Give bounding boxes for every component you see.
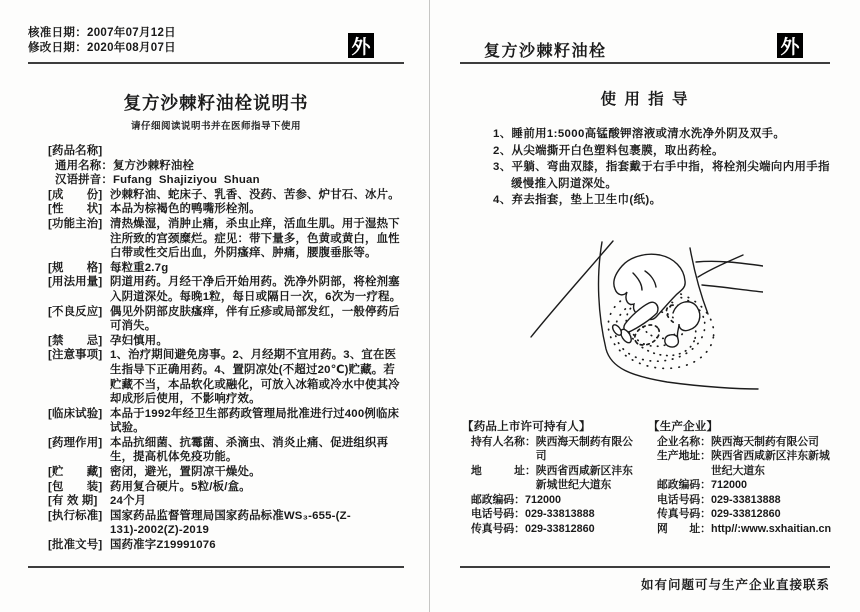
- section-text: 药用复合硬片。5粒/板/盒。: [110, 480, 251, 493]
- info-row: [471, 464, 642, 493]
- section-label: 通用名称：: [55, 159, 113, 172]
- info-label: 传真号码：: [471, 522, 525, 535]
- external-use-badge: 外: [777, 33, 803, 58]
- insertion-illustration: [527, 235, 763, 391]
- section-row: [48, 261, 404, 276]
- section-row: [48, 275, 404, 304]
- section-text: 阴道用药。月经干净后开始用药。洗净外阴部，将栓剂塞入阴道深处。每晚1粒，每日或隔日一次，6次为一疗程。: [110, 276, 402, 303]
- usage-step: 2、从尖端撕开白色塑料包裹膜，取出药栓。: [493, 144, 724, 157]
- section-row: [48, 436, 404, 465]
- info-label: 企业名称：: [657, 435, 711, 448]
- section-text: 偶见外阴部皮肤瘙痒，伴有丘疹或局部发红，一般停药后可消失。: [110, 305, 400, 333]
- info-label: 生产地址：: [657, 450, 711, 463]
- info-value: 陕西省西咸新区沣东新城世纪大道东: [535, 464, 633, 492]
- info-row: [471, 507, 642, 522]
- usage-step: 4、弃去指套，垫上卫生巾(纸)。: [493, 194, 662, 207]
- section-row: [48, 494, 404, 509]
- section-text: 密闭，避光，置阴凉干燥处。: [110, 466, 261, 479]
- info-value: 029-33812860: [710, 508, 781, 521]
- section-text: 国家药品监督管理局国家药品标准WS₃-655-(Z-131)-2002(Z)-2019: [110, 509, 351, 537]
- forearm-bottom: [702, 285, 763, 292]
- section-row: [48, 188, 404, 203]
- section-row: [48, 217, 404, 261]
- section-row: [48, 538, 404, 553]
- section-label: [执行标准]: [48, 509, 103, 522]
- info-row: [471, 493, 642, 508]
- info-row: [471, 435, 642, 464]
- holder-block: [462, 419, 642, 537]
- holder-heading: 【药品上市许可持有人】: [462, 420, 591, 433]
- info-value: 712000: [524, 493, 562, 506]
- section-text: 沙棘籽油、蛇床子、乳香、没药、苦参、炉甘石、冰片。: [110, 188, 400, 201]
- usage-step: 3、平躺、弯曲双膝，指套戴于右手中指，将栓剂尖端向内用手指缓慢推入阴道深处。: [493, 161, 830, 190]
- section-row: [48, 465, 404, 480]
- info-row: [657, 522, 830, 537]
- sections: [48, 144, 404, 553]
- section-label: [药理作用]: [48, 436, 103, 449]
- footer-rule: [460, 566, 830, 568]
- arm-edge: [698, 255, 743, 277]
- section-text: 24个月: [110, 495, 147, 508]
- company-info: [462, 419, 830, 537]
- footer-rule: [28, 566, 404, 568]
- section-row: [48, 407, 404, 436]
- section-label: [临床试验]: [48, 407, 103, 420]
- external-use-badge: 外: [348, 33, 374, 58]
- section-text: 本品于1992年经卫生部药政管理局批准进行过400例临床试验。: [110, 407, 400, 435]
- section-text: 本品抗细菌、抗霉菌、杀滴虫、消炎止痛、促进组织再生，提高机体免疫功能。: [110, 436, 389, 464]
- manufacturer-heading: 【生产企业】: [648, 420, 719, 433]
- section-label: [规 格]: [48, 261, 103, 274]
- forearm-top: [696, 261, 763, 266]
- header-rule: [460, 62, 830, 64]
- section-text: 本品为棕褐色的鸭嘴形栓剂。: [110, 203, 261, 216]
- section-row: [48, 305, 404, 334]
- section-text: 1、治疗期间避免房事。2、月经期不宜用药。3、宜在医生指导下正确用药。4、置阴凉处(不超过20℃)贮藏。若贮藏不当，本品软化或融化，可放入冰箱或冷水中使其冷却成形后使用，不影响疗效。: [110, 349, 400, 406]
- section-text: 每粒重2.7g: [110, 261, 169, 274]
- info-value: 712000: [710, 479, 748, 492]
- info-label: 地 址：: [471, 464, 536, 477]
- usage-step: 1、睡前用1:5000高锰酸钾溶液或清水洗净外阴及双手。: [493, 128, 786, 140]
- section-label: [批准文号]: [48, 539, 103, 552]
- page-header-title: 复方沙棘籽油栓: [484, 43, 607, 60]
- usage-steps: [493, 126, 830, 209]
- leaflet-subtitle: 请仔细阅读说明书并在医师指导下使用: [130, 121, 301, 132]
- section-label: [药品名称]: [48, 145, 103, 157]
- section-label: [用法用量]: [48, 276, 103, 289]
- section-label: [注意事项]: [48, 349, 103, 362]
- info-row: [657, 478, 830, 493]
- header-rule: [28, 62, 404, 64]
- info-value: 陕西海天制药有限公司: [710, 435, 819, 448]
- info-value: 029-33813888: [710, 493, 781, 506]
- section-text: 国药准字Z19991076: [110, 539, 216, 552]
- section-text: 清热燥湿，消肿止痛，杀虫止痒，活血生肌。用于湿热下注所致的宫颈糜烂。症见：带下量多，色黄或黄白，血性白带或性交后出血，外阴瘙痒、肿痛，腰腹垂胀等。: [110, 217, 400, 260]
- section-text: [110, 144, 404, 159]
- section-label: [贮 藏]: [48, 466, 103, 479]
- section-row: [48, 202, 404, 217]
- info-label: 邮政编码：: [657, 479, 711, 492]
- info-row: [657, 493, 830, 508]
- section-label: [性 状]: [48, 203, 103, 216]
- page-left: [28, 26, 404, 586]
- section-row: [48, 159, 404, 174]
- info-value: 陕西海天制药有限公司: [535, 435, 633, 463]
- section-label: [包 装]: [48, 480, 103, 493]
- section-text: 孕妇慎用。: [110, 334, 168, 347]
- info-value: 029-33812860: [524, 522, 595, 535]
- info-row: [657, 507, 830, 522]
- section-row: [48, 144, 404, 159]
- section-row: [48, 334, 404, 349]
- section-label: [禁 忌]: [48, 334, 103, 347]
- info-label: 网 址：: [657, 522, 711, 535]
- section-row: [48, 509, 404, 538]
- section-label: 汉语拼音：: [55, 174, 113, 187]
- uterus-outline: [665, 302, 700, 347]
- revision-date: 修改日期：2020年08月07日: [28, 42, 176, 54]
- manufacturer-block: [648, 419, 830, 537]
- section-row: [48, 348, 404, 406]
- info-value: 029-33813888: [524, 508, 595, 521]
- section-label: [有 效 期]: [48, 495, 98, 508]
- leaflet-title: 复方沙棘籽油栓说明书: [123, 93, 309, 113]
- info-label: 邮政编码：: [471, 493, 525, 506]
- section-text: Fufang Shajiziyou Shuan: [112, 174, 260, 187]
- approval-date: 核准日期：2007年07月12日: [28, 27, 176, 39]
- page-right: [460, 26, 832, 592]
- section-label: [成 份]: [48, 188, 103, 201]
- info-value: http//:www.sxhaitian.cn: [710, 522, 832, 535]
- section-label: [不良反应]: [48, 305, 103, 318]
- info-label: 电话号码：: [471, 508, 525, 521]
- labia-fold: [611, 323, 623, 336]
- usage-guide-title: 使 用 指 导: [600, 91, 690, 108]
- info-label: 持有人名称：: [471, 435, 536, 448]
- info-label: 电话号码：: [657, 493, 711, 506]
- info-row: [471, 522, 642, 537]
- info-row: [657, 449, 830, 478]
- page-divider: [429, 0, 430, 612]
- section-row: [48, 480, 404, 495]
- info-label: 传真号码：: [657, 508, 711, 521]
- section-text: 复方沙棘籽油栓: [112, 159, 195, 172]
- section-row: [48, 173, 404, 188]
- section-label: [功能主治]: [48, 217, 103, 230]
- info-row: [657, 435, 830, 450]
- info-value: 陕西省西咸新区沣东新城世纪大道东: [710, 450, 830, 477]
- footer-note: 如有问题可与生产企业直接联系: [640, 578, 830, 592]
